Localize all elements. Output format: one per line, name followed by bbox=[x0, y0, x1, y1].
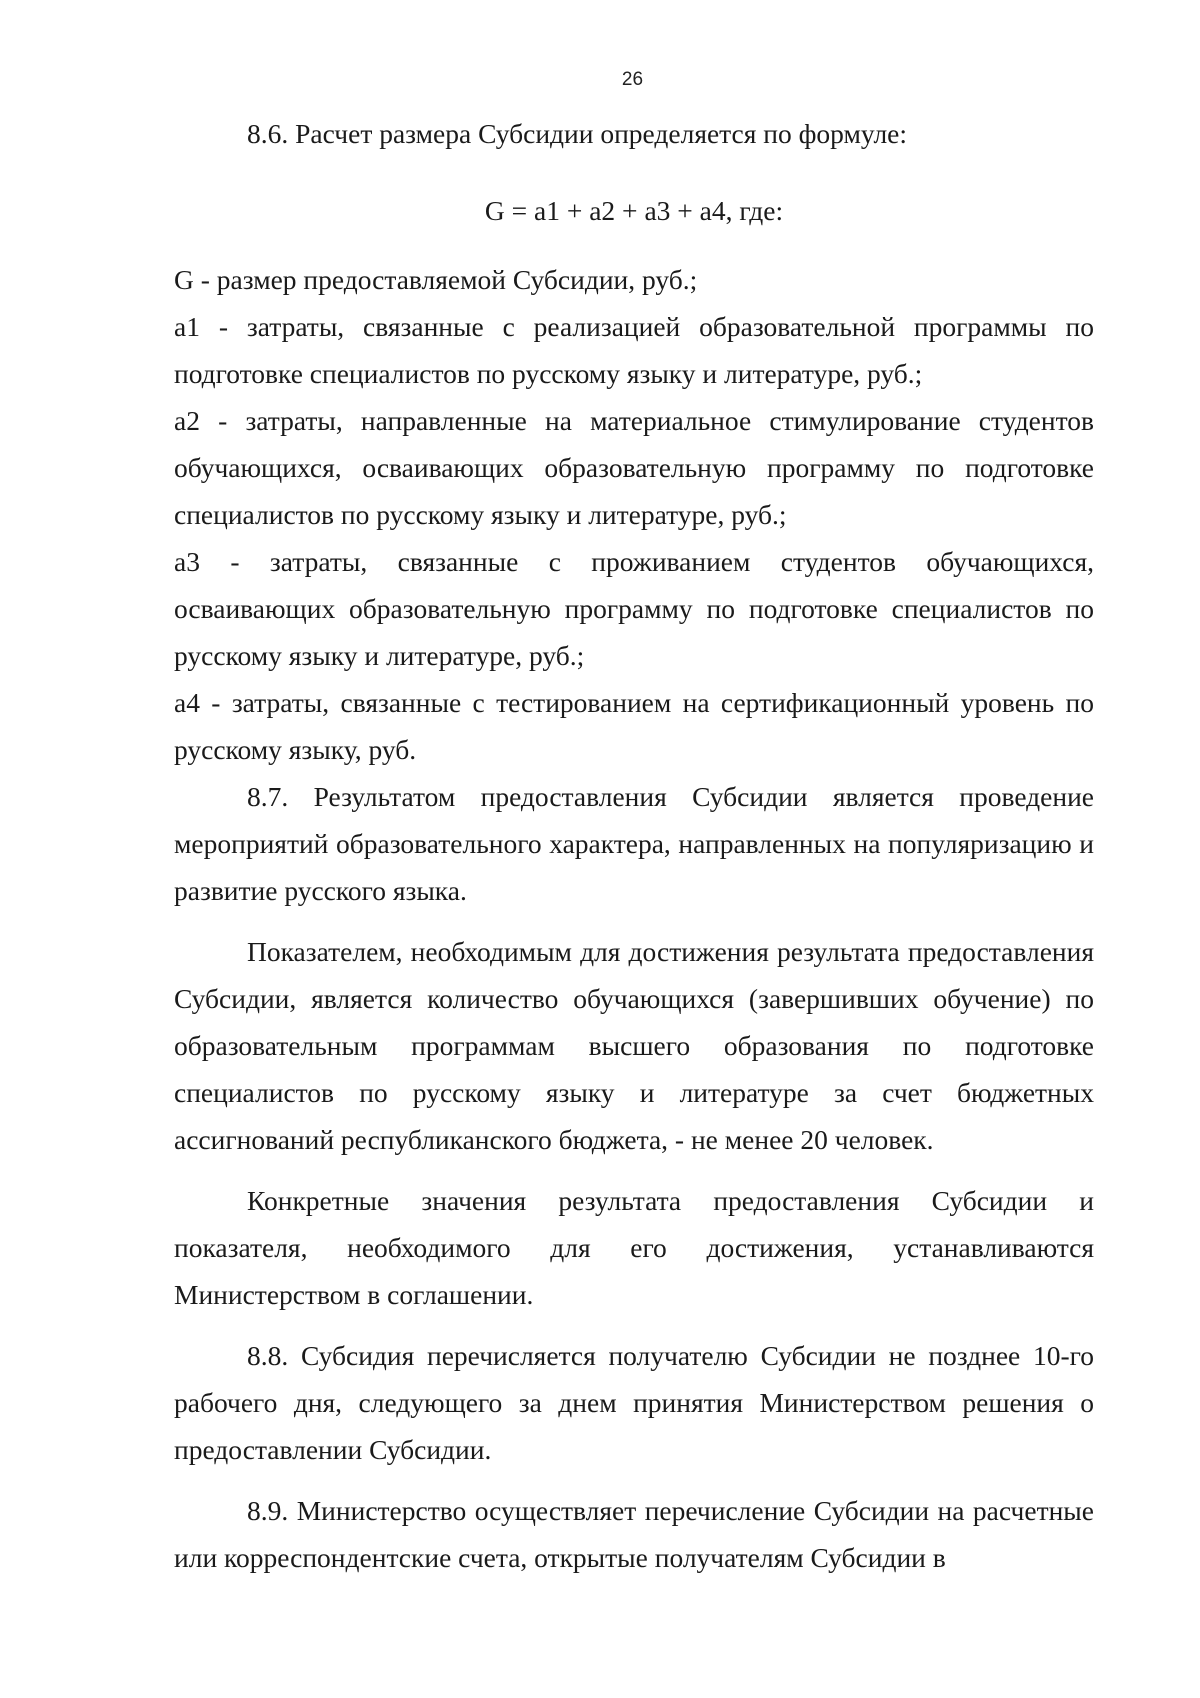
subsidy-formula: G = a1 + a2 + a3 + a4, где: bbox=[484, 195, 784, 226]
page-number: 26 bbox=[621, 69, 644, 90]
definition-a2: a2 - затраты, направленные на материальное стимулирование студентов обучающихся, осваивающих образовательную программу по подготовке специалистов по русскому языку и литературе, руб.; bbox=[174, 405, 1094, 530]
paragraph-8-9: 8.9. Министерство осуществляет перечисление Субсидии на расчетные или корреспондентские счета, открытые получателям Субсидии в bbox=[174, 1495, 1094, 1573]
definition-a4: a4 - затраты, связанные с тестированием на сертификационный уровень по русскому языку, руб. bbox=[174, 687, 1094, 765]
paragraph-specific-values: Конкретные значения результата предоставления Субсидии и показателя, необходимого для его достижения, устанавливаются Министерством в соглашении. bbox=[174, 1185, 1094, 1310]
paragraph-8-7: 8.7. Результатом предоставления Субсидии является проведение мероприятий образовательного характера, направленных на популяризацию и развитие русского языка. bbox=[174, 781, 1094, 906]
document-body bbox=[174, 110, 1094, 1581]
definition-a3: a3 - затраты, связанные с проживанием студентов обучающихся, осваивающих образовательную программу по подготовке специалистов по русскому языку и литературе, руб.; bbox=[174, 546, 1094, 671]
definition-g: G - размер предоставляемой Субсидии, руб.; bbox=[174, 264, 698, 295]
paragraph-8-6: 8.6. Расчет размера Субсидии определяется по формуле: bbox=[247, 118, 908, 149]
definition-a1: a1 - затраты, связанные с реализацией образовательной программы по подготовке специалистов по русскому языку и литературе, руб.; bbox=[174, 311, 1094, 389]
paragraph-8-8: 8.8. Субсидия перечисляется получателю Субсидии не позднее 10-го рабочего дня, следующего за днем принятия Министерством решения о предоставлении Субсидии. bbox=[174, 1340, 1094, 1465]
paragraph-indicator: Показателем, необходимым для достижения результата предоставления Субсидии, является количество обучающихся (завершивших обучение) по образовательным программам высшего образования по подготовке специалистов по русскому языку и литературе за счет бюджетных ассигнований республиканского бюджета, - не менее 20 человек. bbox=[174, 936, 1094, 1155]
